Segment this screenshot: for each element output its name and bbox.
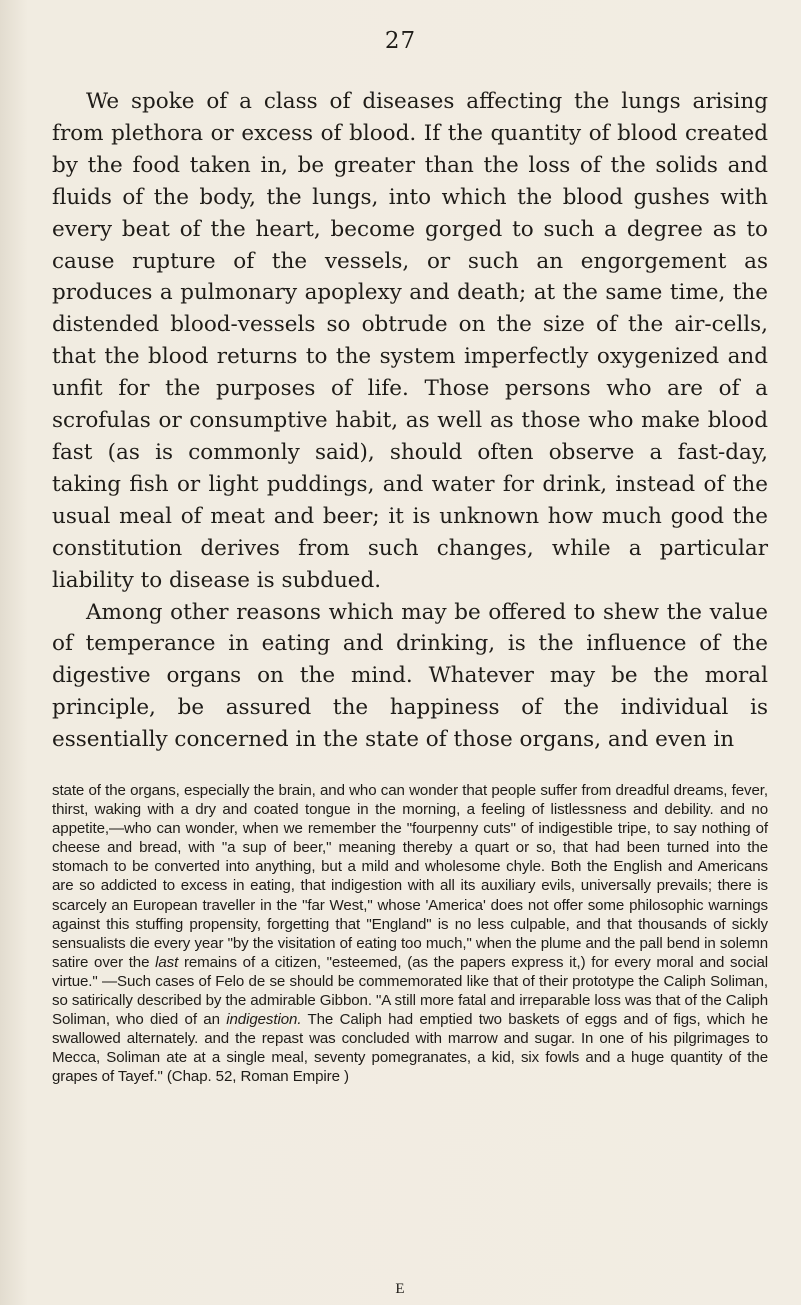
signature-mark: E: [395, 1281, 406, 1297]
paragraph-plethora: We spoke of a class of diseases affecting the lungs arising from plethora or excess of blood. If the quantity of blood created by the food taken in, be greater than the loss of the solids and fluids of the body, the lungs, into which the blood gushes with every beat of the heart, become gorged to such a degree as to cause rupture of the vessels, or such an engorgement as produces a pulmonary apoplexy and death; at the same time, the distended blood-vessels so obtrude on the size of the air-cells, that the blood returns to the system imperfectly oxygenized and unfit for the purposes of life. Those persons who are of a scrofulas or consumptive habit, as well as those who make blood fast (as is commonly said), should often observe a fast-day, taking fish or light puddings, and water for drink, instead of the usual meal of meat and beer; it is unknown how much good the constitution derives from such changes, while a particular liability to disease is subdued.: [52, 89, 768, 593]
footnote-italic-last: last: [155, 953, 179, 971]
footnote-text-part-2: remains of a citizen, "esteemed, (as the papers express it,) for every moral and social virtue." —Such cases of Felo de se should be commemorated like that of their prototype the Caliph Soliman, so satirically described by the admirable Gibbon. "A still more fatal and irreparable loss was that of the Caliph Soliman, who died of an: [52, 953, 768, 1029]
main-text: [52, 86, 768, 756]
paragraph-temperance: Among other reasons which may be offered to shew the value of temperance in eating and drinking, is the influence of the digestive organs on the mind. Whatever may be the moral principle, be assured the happiness of the individual is essentially concerned in the state of those organs, and even in: [52, 599, 768, 753]
footnote: [52, 781, 768, 1087]
footnote-italic-indigestion: indigestion.: [226, 1011, 302, 1029]
footnote-text-part-1: state of the organs, especially the brain, and who can wonder that people suffer from dreadful dreams, fever, thirst, waking with a dry and coated tongue in the morning, a feeling of listlessness and debility. and no appetite,—who can wonder, when we remember the "fourpenny cuts" of indigestible tripe, to say nothing of cheese and bread, with "a sup of beer," meaning thereby a quart or so, that had been turned into the stomach to be converted into anything, but a mild and wholesome chyle. Both the English and Americans are so addicted to excess in eating, that indigestion with all its auxiliary evils, universally prevails; there is scarcely an European traveller in the "far West," whose 'America' does not offer some philosophic warnings against this stuffing propensity, forgetting that "England" is no less culpable, and that thousands of sickly sensualists die every year "by the visitation of eating too much," when the plume and the pall bend in solemn satire over the: [52, 782, 768, 971]
footnote-paragraph: [52, 781, 768, 1087]
page-number: 27: [384, 28, 417, 54]
footnote-text-part-3: The Caliph had emptied two baskets of eggs and of figs, which he swallowed alternately. and the repast was concluded with marrow and sugar. In one of his pilgrimages to Mecca, Soliman ate at a single meal, seventy pomegranates, a kid, six fowls and a huge quantity of the grapes of Tayef." (Chap. 52, Roman Empire ): [52, 1011, 768, 1086]
